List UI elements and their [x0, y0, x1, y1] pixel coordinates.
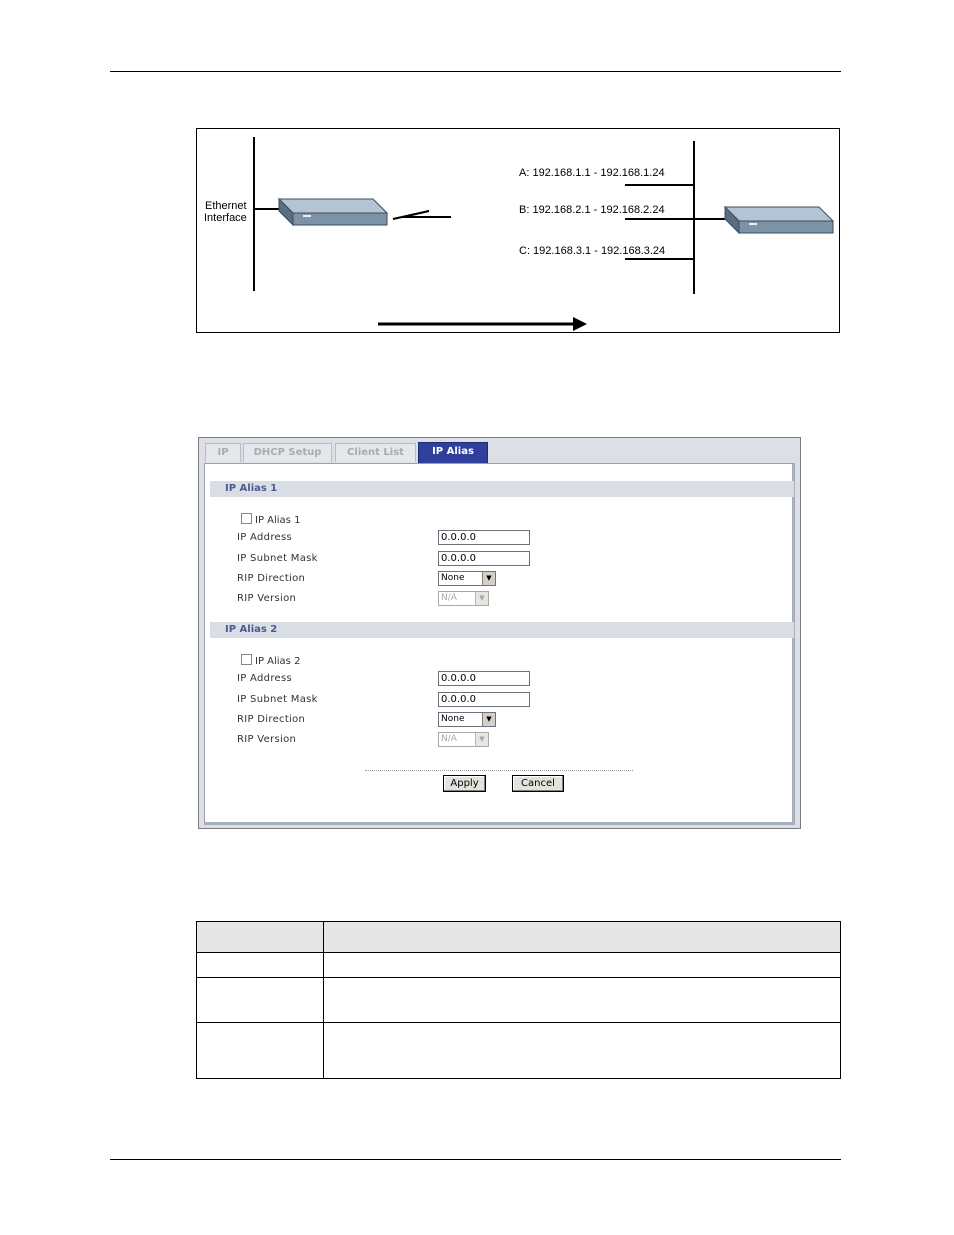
wan-link-icon	[393, 211, 451, 219]
alias-1-rip-version-value: N/A	[441, 593, 457, 603]
alias-1-rip-version-label: RIP Version	[237, 593, 297, 604]
apply-button[interactable]: Apply	[443, 775, 486, 792]
table-cell	[197, 1023, 324, 1079]
table-cell	[197, 978, 324, 1023]
tab-client-list[interactable]: Client List	[335, 443, 416, 462]
alias-1-ip-address-input[interactable]: 0.0.0.0	[438, 530, 530, 545]
ip-alias-panel	[204, 463, 795, 825]
alias-1-rip-version-select	[438, 591, 489, 606]
header-rule	[110, 71, 841, 72]
alias-2-rip-direction-select[interactable]	[438, 712, 496, 727]
alias-1-toggle[interactable]	[241, 513, 300, 526]
range-c-label: C: 192.168.3.1 - 192.168.3.24	[519, 245, 666, 257]
alias-1-checkbox[interactable]	[241, 513, 252, 524]
alias-1-rip-direction-select[interactable]	[438, 571, 496, 586]
ethernet-label-2: Interface	[204, 212, 247, 224]
button-separator	[365, 770, 633, 771]
table-cell	[324, 978, 841, 1023]
alias-1-subnet-label: IP Subnet Mask	[237, 553, 318, 564]
table-header-cell	[324, 922, 841, 953]
tab-dhcp-setup[interactable]: DHCP Setup	[243, 443, 332, 462]
diagram-svg	[197, 129, 841, 334]
arrow-head-icon	[573, 317, 587, 331]
alias-2-subnet-label: IP Subnet Mask	[237, 694, 318, 705]
alias-1-rip-direction-value: None	[441, 573, 465, 583]
cancel-button[interactable]: Cancel	[512, 775, 564, 792]
table-row	[197, 978, 841, 1023]
alias-2-rip-direction-value: None	[441, 714, 465, 724]
section-title-alias-2: IP Alias 2	[210, 622, 794, 638]
section-title-alias-1: IP Alias 1	[210, 481, 794, 497]
alias-2-rip-version-label: RIP Version	[237, 734, 297, 745]
alias-2-rip-direction-label: RIP Direction	[237, 714, 306, 725]
table-row	[197, 953, 841, 978]
ip-alias-screen	[198, 437, 801, 829]
router-icon	[279, 199, 387, 225]
alias-2-checkbox[interactable]	[241, 654, 252, 665]
tab-ip-alias[interactable]: IP Alias	[418, 442, 488, 463]
alias-1-checkbox-label: IP Alias 1	[255, 515, 301, 526]
table-header-row	[197, 922, 841, 953]
chevron-down-icon: ▼	[475, 733, 488, 746]
alias-2-subnet-input[interactable]: 0.0.0.0	[438, 692, 530, 707]
table-cell	[324, 1023, 841, 1079]
range-a-label: A: 192.168.1.1 - 192.168.1.24	[519, 167, 665, 179]
alias-2-ip-address-label: IP Address	[237, 673, 292, 684]
alias-2-rip-version-select	[438, 732, 489, 747]
table-header-cell	[197, 922, 324, 953]
field-description-table	[196, 921, 841, 1079]
table-cell	[324, 953, 841, 978]
ip-alias-diagram	[196, 128, 840, 333]
alias-2-toggle[interactable]	[241, 654, 300, 667]
alias-1-subnet-input[interactable]: 0.0.0.0	[438, 551, 530, 566]
alias-1-rip-direction-label: RIP Direction	[237, 573, 306, 584]
alias-2-checkbox-label: IP Alias 2	[255, 656, 301, 667]
chevron-down-icon: ▼	[475, 592, 488, 605]
table-cell	[197, 953, 324, 978]
table-row	[197, 1023, 841, 1079]
alias-2-rip-version-value: N/A	[441, 734, 457, 744]
alias-2-ip-address-input[interactable]: 0.0.0.0	[438, 671, 530, 686]
ethernet-label-1: Ethernet	[205, 200, 247, 212]
chevron-down-icon[interactable]: ▼	[482, 572, 495, 585]
footer-rule	[110, 1159, 841, 1160]
router-icon	[725, 207, 833, 233]
alias-1-ip-address-label: IP Address	[237, 532, 292, 543]
tab-ip[interactable]: IP	[205, 443, 241, 462]
chevron-down-icon[interactable]: ▼	[482, 713, 495, 726]
range-b-label: B: 192.168.2.1 - 192.168.2.24	[519, 204, 665, 216]
